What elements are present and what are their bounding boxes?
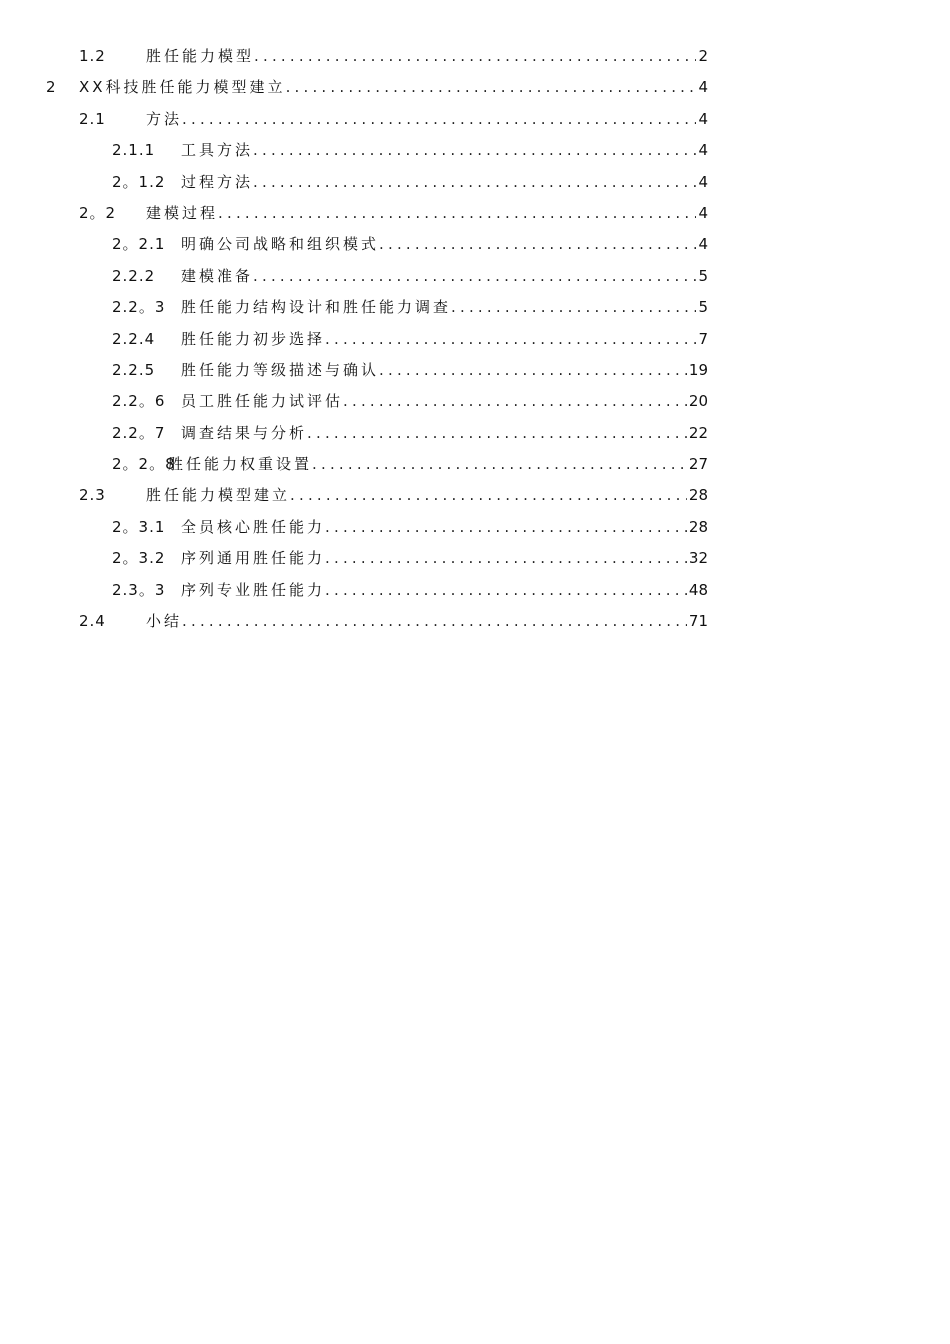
toc-entry[interactable] <box>0 229 950 260</box>
toc-title: 方法 <box>146 109 183 128</box>
toc-number: 2.3 <box>79 486 106 505</box>
toc-number: 2。2 <box>79 203 117 222</box>
toc-leader-dots <box>253 167 696 198</box>
toc-number: 2.2.2 <box>112 266 156 285</box>
toc-number: 2。2。8 <box>112 455 176 474</box>
toc-leader-dots <box>182 104 696 135</box>
toc-leader-dots <box>254 41 696 72</box>
toc-page-number: 71 <box>688 612 708 631</box>
toc-number: 2.4 <box>79 612 106 631</box>
toc-title: 建模准备 <box>181 266 254 285</box>
toc-entry[interactable] <box>0 512 950 543</box>
toc-leader-dots <box>312 449 687 480</box>
toc-leader-dots <box>286 72 697 103</box>
toc-page-number: 5 <box>698 266 708 285</box>
toc-number: 2.2。6 <box>112 392 166 411</box>
toc-entry[interactable] <box>0 480 950 511</box>
toc-number: 2.1.1 <box>112 141 156 160</box>
toc-page-number: 32 <box>688 549 708 568</box>
toc-page-number: 28 <box>688 517 708 536</box>
toc-title: 序列通用胜任能力 <box>181 549 326 568</box>
toc-title: 明确公司战略和组织模式 <box>181 235 380 254</box>
toc-title: 胜任能力权重设置 <box>168 455 313 474</box>
toc-number: 2.2。3 <box>112 298 166 317</box>
toc-title: 胜任能力初步选择 <box>181 329 326 348</box>
toc-number: 2。3.1 <box>112 517 166 536</box>
toc-entry[interactable] <box>0 198 950 229</box>
toc-entry[interactable] <box>0 324 950 355</box>
toc-leader-dots <box>307 418 687 449</box>
toc-entry[interactable] <box>0 135 950 166</box>
toc-leader-dots <box>379 355 687 386</box>
toc-title: 胜任能力结构设计和胜任能力调查 <box>181 298 452 317</box>
toc-number: 2.2.5 <box>112 360 156 379</box>
toc-leader-dots <box>290 480 687 511</box>
toc-leader-dots <box>379 229 696 260</box>
toc-entry[interactable] <box>0 449 950 480</box>
toc-title: 胜任能力模型建立 <box>146 486 291 505</box>
toc-leader-dots <box>253 135 696 166</box>
toc-number: 2。3.2 <box>112 549 166 568</box>
toc-page-number: 27 <box>688 455 708 474</box>
toc-leader-dots <box>218 198 696 229</box>
toc-leader-dots <box>253 261 696 292</box>
toc-page-number: 5 <box>698 298 708 317</box>
toc-entry[interactable] <box>0 41 950 72</box>
toc-title: 胜任能力等级描述与确认 <box>181 360 380 379</box>
toc-leader-dots <box>325 543 687 574</box>
toc-number: 2。2.1 <box>112 235 166 254</box>
toc-page-number: 4 <box>698 235 708 254</box>
toc-leader-dots <box>325 575 687 606</box>
toc-entry[interactable] <box>0 386 950 417</box>
toc-page-number: 4 <box>698 203 708 222</box>
toc-title: 全员核心胜任能力 <box>181 517 326 536</box>
toc-title: 小结 <box>146 612 183 631</box>
toc-page-number: 20 <box>688 392 708 411</box>
toc-page-number: 7 <box>698 329 708 348</box>
toc-page-number: 4 <box>698 78 708 97</box>
toc-entry[interactable] <box>0 543 950 574</box>
toc-leader-dots <box>451 292 696 323</box>
toc-entry[interactable] <box>0 261 950 292</box>
toc-title: 胜任能力模型 <box>146 47 255 65</box>
toc-number: 2。1.2 <box>112 172 166 191</box>
toc-leader-dots <box>182 606 687 637</box>
toc-leader-dots <box>325 512 687 543</box>
toc-title: 调查结果与分析 <box>181 423 308 442</box>
toc-title: 建模过程 <box>146 203 219 222</box>
toc-entry[interactable] <box>0 104 950 135</box>
toc-number: 2 <box>46 78 57 97</box>
toc-title: XX科技胜任能力模型建立 <box>79 78 286 97</box>
toc-entry[interactable] <box>0 292 950 323</box>
toc-entry[interactable] <box>0 418 950 449</box>
toc-title: 员工胜任能力试评估 <box>181 392 344 411</box>
toc-entry[interactable] <box>0 72 950 103</box>
table-of-contents <box>0 41 950 637</box>
toc-number: 2.3。3 <box>112 580 166 599</box>
toc-leader-dots <box>325 324 696 355</box>
toc-entry[interactable] <box>0 355 950 386</box>
toc-entry[interactable] <box>0 167 950 198</box>
toc-page-number: 4 <box>698 109 708 128</box>
toc-number: 2.2。7 <box>112 423 166 442</box>
toc-page-number: 19 <box>688 360 708 379</box>
toc-entry[interactable] <box>0 575 950 606</box>
toc-page-number: 28 <box>688 486 708 505</box>
toc-page-number: 22 <box>688 423 708 442</box>
toc-title: 工具方法 <box>181 141 254 160</box>
toc-number: 2.1 <box>79 109 106 128</box>
toc-title: 过程方法 <box>181 172 254 191</box>
toc-page-number: 2 <box>698 47 708 65</box>
toc-leader-dots <box>343 386 687 417</box>
toc-number: 2.2.4 <box>112 329 156 348</box>
toc-entry[interactable] <box>0 606 950 637</box>
toc-page-number: 4 <box>698 141 708 160</box>
toc-number: 1.2 <box>79 47 106 65</box>
toc-page-number: 48 <box>688 580 708 599</box>
toc-title: 序列专业胜任能力 <box>181 580 326 599</box>
toc-page-number: 4 <box>698 172 708 191</box>
